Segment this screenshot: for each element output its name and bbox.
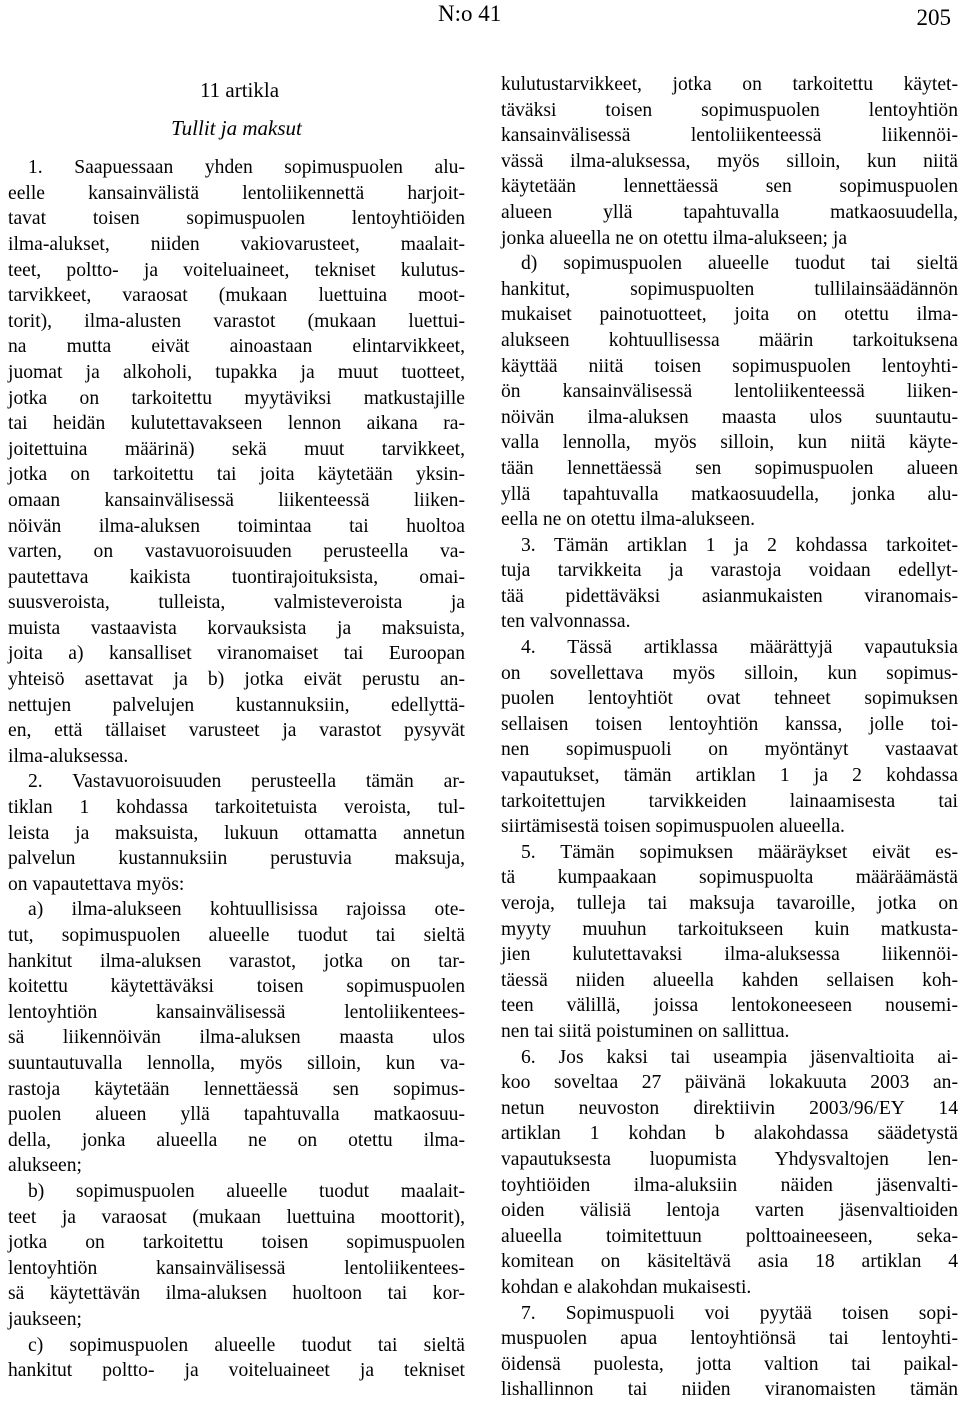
text-line: della, jonka alueella ne on otettu ilma- [8,1129,465,1151]
text-line: on sovellettava myös silloin, kun sopimus- [501,662,958,684]
text-line: hankitut, sopimuspuolten tullilainsäädännön [501,278,958,300]
text-line: nen sopimuspuoli on myöntänyt vastaavat [501,739,958,761]
text-line: 7. Sopimuspuoli voi pyytää toisen sopi- [521,1302,958,1324]
text-line: käytetään lennettäessä sen sopimuspuolen [501,176,958,198]
text-line: hankitut poltto- ja voiteluaineet ja tekniset [8,1360,465,1382]
text-line: b) sopimuspuolen alueelle tuodut maalait- [28,1180,465,1202]
text-line: täväksi toisen sopimuspuolen lentoyhtiön [501,99,958,121]
right-column [501,72,958,1403]
text-line: teen välillä, joissa lentokoneeseen nousemi- [501,995,958,1017]
text-line: alueella toimitettuun polttoaineeseen, seka- [501,1225,958,1247]
text-line: kansainvälisessä lentoliikenteessä liikennöi- [501,125,958,147]
text-line: 4. Tässä artiklassa määrättyjä vapautuksia [521,637,958,659]
text-line: tut, sopimuspuolen alueelle tuodut tai sieltä [8,925,465,946]
text-line: eella ne on otettu ilma-alukseen. [501,509,756,531]
text-line: vapautuksesta luopumista Yhdysvaltojen len- [501,1148,958,1170]
text-line: jotka on tarkoitettu toisen sopimuspuolen [8,1232,465,1254]
text-line: suusveroista, tulleista, valmisteveroista ja [8,592,465,614]
text-line: 6. Jos kaksi tai useampia jäsenvaltioita ai- [521,1046,958,1068]
text-line: lentoyhtiön kansainvälisessä lentoliikentees- [8,1257,465,1279]
text-line: alueen yllä tapahtuvalla matkaosuudella, [501,201,958,223]
text-line: alukseen; [8,1155,82,1177]
text-line: joitettuina määrinä) sekä muut tarvikkeet, [8,438,465,460]
text-line: tuja tarvikkeita ja varastoja voidaan edellyt- [501,560,958,582]
text-line: netun neuvoston direktiivin 2003/96/EY 14 [501,1097,958,1119]
text-line: en, että tällaiset varusteet ja varastot pysyvät [8,720,465,742]
text-line: sä liikennöivän ilma-aluksen maasta ulos [8,1027,465,1049]
text-line: varten, on vastavuoroisuuden perusteella va- [8,541,465,563]
text-line: öidensä puolesta, jotta valtion tai paikal- [501,1353,958,1375]
text-line: eelle kansainvälistä lentoliikennettä harjoit- [8,182,465,204]
text-line: siirtämisestä toisen sopimuspuolen alueella. [501,816,845,838]
running-header [0,0,960,36]
text-line: pautettava kaikista tuontirajoituksista, omai- [8,566,465,588]
text-line: 5. Tämän sopimuksen määräykset eivät es- [521,841,958,863]
text-line: vässä ilma-aluksessa, myös silloin, kun niitä [501,150,958,172]
text-line: mukaiset painotuotteet, joita on otettu ilma- [501,304,958,326]
text-line: lishallinnon tai niiden viranomaisten tämän [501,1379,958,1401]
text-line: suuntautuvalla lennolla, myös silloin, kun va- [8,1052,465,1074]
text-line: oiden välisiä lentoja varten jäsenvaltioiden [501,1200,958,1222]
text-line: tiklan 1 kohdassa tarkoitetuista veroista, tul- [8,797,465,819]
text-line: yllä tapahtuvalla matkaosuudella, jonka alu- [501,483,958,505]
text-line: palvelun kustannuksiin perustuvia maksuja, [8,848,465,870]
text-line: tarkoitettujen tarvikkeiden lainaamisesta tai [501,790,958,812]
text-line: on vapautettava myös: [8,873,185,895]
text-line: omaan kansainvälisessä liikenteessä liiken- [8,489,465,511]
text-line: teet, poltto- ja voiteluaineet, tekniset kulutus- [8,259,465,281]
text-line: teet ja varaosat (mukaan luettuina moottorit), [8,1206,465,1228]
text-line: myyty muuhun tarkoitukseen kuin matkusta- [501,918,958,940]
text-line: vapautukset, tämän artiklan 1 ja 2 kohdassa [501,765,958,787]
text-line: tarvikkeet, varaosat (mukaan luettuina moot- [8,285,465,307]
text-line: artiklan 1 kohdan b alakohdassa säädetystä [501,1123,958,1145]
text-line: c) sopimuspuolen alueelle tuodut tai sieltä [28,1334,465,1356]
text-line: muista vastaavista korvauksista ja maksuista, [8,617,465,639]
text-line: 3. Tämän artiklan 1 ja 2 kohdassa tarkoitet- [521,534,958,556]
text-line: tään lennettäessä sen sopimuspuolen alueen [501,457,958,479]
text-line: na mutta eivät ainoastaan elintarvikkeet, [8,336,465,358]
text-line: komitean on käsiteltävä asia 18 artiklan 4 [501,1251,958,1273]
text-line: leista ja maksuista, lukuun ottamatta annetun [8,822,465,844]
right-text-block [501,72,958,1403]
text-line: koo soveltaa 27 päivänä lokakuuta 2003 an- [501,1072,958,1094]
text-line: jaukseen; [8,1308,82,1330]
text-line: veroja, tulleja tai maksuja tavaroille, jotka on [501,893,958,914]
text-line: koitettu käytettäväksi toisen sopimuspuolen [8,976,465,998]
text-line: jonka alueella ne on otettu ilma-alukseen; ja [501,227,848,249]
text-line: tai heidän kulutettavakseen lennon aikana ra- [8,413,465,435]
left-column [8,72,465,1384]
text-line: ilma-alukset, niiden vakiovarusteet, maalait- [8,233,465,255]
page-number: 205 [916,5,951,30]
text-line: nen tai siitä poistuminen on sallittua. [501,1020,790,1042]
text-line: kohdan e alakohdan mukaisesti. [501,1276,752,1298]
text-line: tää pidettäväksi asianmukaisten viranomais- [501,585,958,607]
text-line: 1. Saapuessaan yhden sopimuspuolen alu- [28,157,465,179]
article-title: Tullit ja maksut [171,115,302,140]
article-number: 11 artikla [199,78,280,102]
text-line: hankitut ilma-aluksen varastot, jotka on tar- [8,950,465,972]
text-line: ilma-aluksessa. [8,745,129,767]
text-line: sellaisen toisen lentoyhtiön kanssa, jolle toi- [501,713,958,735]
text-line: nöivän ilma-aluksen toimintaa tai huoltoa [8,515,465,537]
text-line: täessä niiden alueella kahden sellaisen koh- [501,969,958,991]
text-line: d) sopimuspuolen alueelle tuodut tai sieltä [521,253,958,275]
text-line: nettujen palvelujen kustannuksiin, edellyttä- [8,694,465,716]
text-line: kulutustarvikkeet, jotka on tarkoitettu käytet- [501,74,958,95]
text-line: tä kumpaakaan sopimuspuolta määräämästä [501,867,958,889]
text-line: käyttää niitä toisen sopimuspuolen lentoyhti- [501,355,958,377]
text-line: nöivän ilma-aluksen maasta ulos suuntautu- [501,406,958,428]
text-line: muspuolen apua lentoyhtiönsä tai lentoyhti- [501,1328,958,1350]
text-line: 2. Vastavuoroisuuden perusteella tämän ar- [28,771,465,793]
text-line: ön kansainvälisessä lentoliikenteessä liiken- [501,381,958,403]
text-line: tavat toisen sopimuspuolen lentoyhtiöiden [8,208,465,230]
text-line: jotka on tarkoitettu myytäviksi matkustajille [8,387,465,409]
text-line: sä käytettävän ilma-aluksen huoltoon tai kor- [8,1283,465,1305]
left-text-block [8,155,465,1384]
text-line: toyhtiöiden ilma-aluksiin näiden jäsenvalti- [501,1174,958,1196]
text-line: joita a) kansalliset viranomaiset tai Euroopan [8,643,465,665]
text-line: alukseen kohtuullisessa määrin tarkoituksena [501,329,958,351]
text-line: jien kulutettavaksi ilma-aluksessa liikennöi- [501,944,958,966]
issue-number: N:o 41 [438,1,502,26]
text-line: a) ilma-alukseen kohtuullisissa rajoissa ote- [28,899,465,921]
heading-spacer [8,141,465,155]
text-line: yhteisö asettavat ja b) jotka eivät perustu an- [8,669,465,691]
text-line: valla lennolla, myös silloin, kun niitä käyte- [501,432,958,454]
text-line: torit), ilma-alusten varastot (mukaan luettui- [8,310,465,332]
text-line: lentoyhtiön kansainvälisessä lentoliikentees- [8,1001,465,1023]
text-line: jotka on tarkoitettu tai joita käytetään yksin- [8,464,465,486]
text-line: ten valvonnassa. [501,611,631,633]
text-line: puolen lentoyhtiöt ovat tehneet sopimuksen [501,688,958,710]
text-line: puolen alueen yllä tapahtuvalla matkaosuu- [8,1104,465,1126]
text-line: juomat ja alkoholi, tupakka ja muut tuotteet, [8,361,465,383]
text-line: rastoja käytetään lennettäessä sen sopimus- [8,1078,465,1100]
